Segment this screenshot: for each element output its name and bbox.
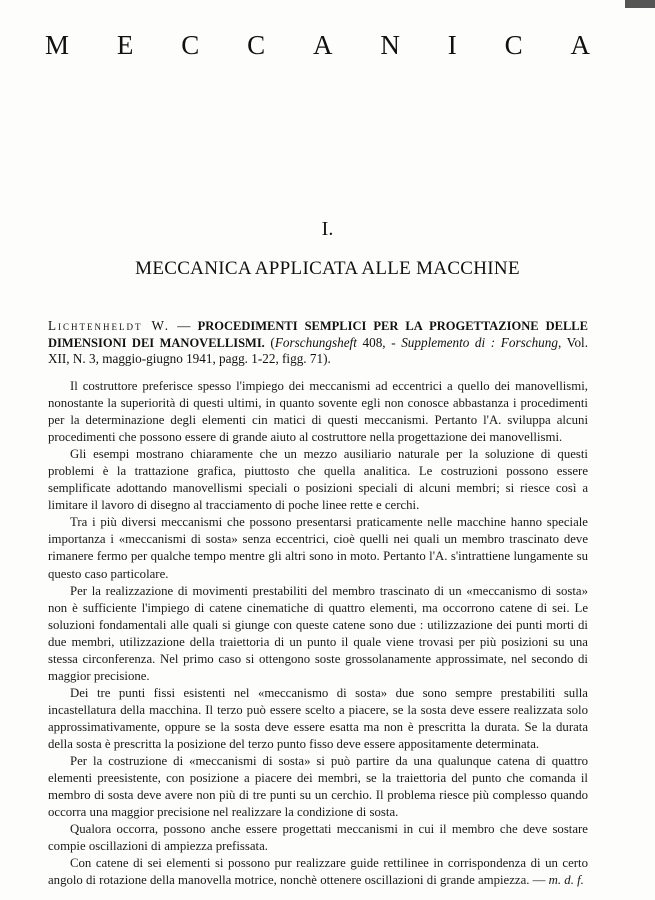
citation-dash: — (170, 318, 198, 333)
header-letter: I (447, 30, 457, 60)
header-letter: E (116, 30, 134, 60)
paragraph: Per la realizzazione di movimenti prestabiliti del membro trascinato di un «meccanismo di sosta» non è sufficiente l'impiego di catene cinematiche di quattro elementi, ma occorrono catene di sei. Le soluzioni fondamentali alle quali si giunge con queste catene sono due : utilizzazione dei punti morti di due membri, utilizzazione della traiettoria di un punto il quale viene trovasi per più posizioni su una stessa circonferenza. Nel primo caso si ottengono soste grossolanamente approssimate, nel secondo di maggior precisione. (48, 583, 588, 683)
paragraph: Per la costruzione di «meccanismi di sosta» si può partire da una qualunque catena di quattro elementi preesistente, con posizione a piacere dei membri, se la traiettoria del punto che comanda il membro di sosta deve avere non più di tre punti su un cerchio. Il problema riesce più complesso quando occorra una maggior precisione nel realizzare la condizione di sosta. (48, 754, 588, 820)
citation-details: , Vol. XII, N. 3, maggio-giugno 1941, pagg. 1-22, figg. 71). (48, 334, 588, 366)
header-letter: C (504, 30, 523, 60)
paragraph-last (48, 855, 588, 889)
scan-corner-mark (625, 0, 655, 8)
citation-source-open: ( (264, 334, 275, 350)
bibliographic-citation (48, 318, 588, 368)
citation-title: PROCEDIMENTI SEMPLICI PER LA PROGETTAZIONE DELLE DIMENSIONI DEI MANOVELLISMI. (48, 319, 588, 350)
header-letter: A (312, 30, 333, 60)
paragraph: Il costruttore preferisce spesso l'impiego dei meccanismi ad eccentrici a quello dei manovellismi, nonostante la superiorità di questi ultimi, in quanto sovente egli non conosce abbastanza i procedimenti per la determinazione degli elementi cin matici di questi meccanismi. Pertanto l'A. sviluppa alcuni procedimenti che possono essere di grande aiuto al costruttore nella progettazione dei manovellismi. (48, 379, 588, 445)
header-letter: C (247, 30, 266, 60)
header-letter: A (570, 30, 590, 60)
paragraph: Tra i più diversi meccanismi che possono presentarsi praticamente nelle macchine hanno speciale importanza i «meccanismi di sosta» senza eccentrici, cioè quelli nei quali un membro trascinato deve rimanere fermo per qualche tempo mentre gli altri sono in moto. Pertanto l'A. s'intrattiene lungamente su questo caso particolare. (48, 515, 588, 581)
signature-initials: m. d. f. (548, 873, 584, 888)
paragraph: Gli esempi mostrano chiaramente che un mezzo ausiliario naturale per la soluzione di questi problemi è la trattazione grafica, piuttosto che quella analitica. Le costruzioni possono essere semplificate adottando manovellismi speciali o posizioni speciali di alcuni membri; si riesce così a limitare il lavoro di disegno al tracciamento di poche linee rette e cerchi. (48, 447, 588, 513)
paragraph: Qualora occorra, possono anche essere progettati meccanismi in cui il membro che deve sostare compie oscillazioni di ampiezza prefissata. (48, 822, 588, 854)
paragraph: Dei tre punti fissi esistenti nel «meccanismo di sosta» due sono sempre prestabiliti sulla incastellatura della macchina. Il terzo può essere scelto a piacere, se la sosta deve essere realizzata solo approssimativamente, oppure se la sosta deve essere esatta ma non è prescritta la durata. Se la durata della sosta è prescritta la posizione del terzo punto fisso deve essere appositamente determinata. (48, 685, 588, 751)
chapter-number: I. (321, 218, 334, 240)
chapter-title: MECCANICA APPLICATA ALLE MACCHINE (135, 258, 520, 279)
header-letter: N (380, 30, 400, 60)
signature-dash: — (529, 873, 549, 888)
header-letter: C (181, 30, 200, 60)
citation-author: Lichtenheldt W. (48, 318, 171, 333)
citation-journal: Forschungsheft (274, 334, 357, 350)
header-letter: M (45, 30, 70, 60)
citation-issue: 408, - (356, 334, 402, 350)
paragraph-last-text: Con catene di sei elementi si possono pur realizzare guide rettilinee in corrispondenza di un certo angolo di rotazione della manovella motrice, nonchè ottenere oscillazioni di grande ampiezza. (48, 856, 588, 888)
citation-supplement: Supplemento di : Forschung (401, 334, 558, 350)
section-header (45, 30, 590, 61)
article-body (48, 378, 588, 889)
